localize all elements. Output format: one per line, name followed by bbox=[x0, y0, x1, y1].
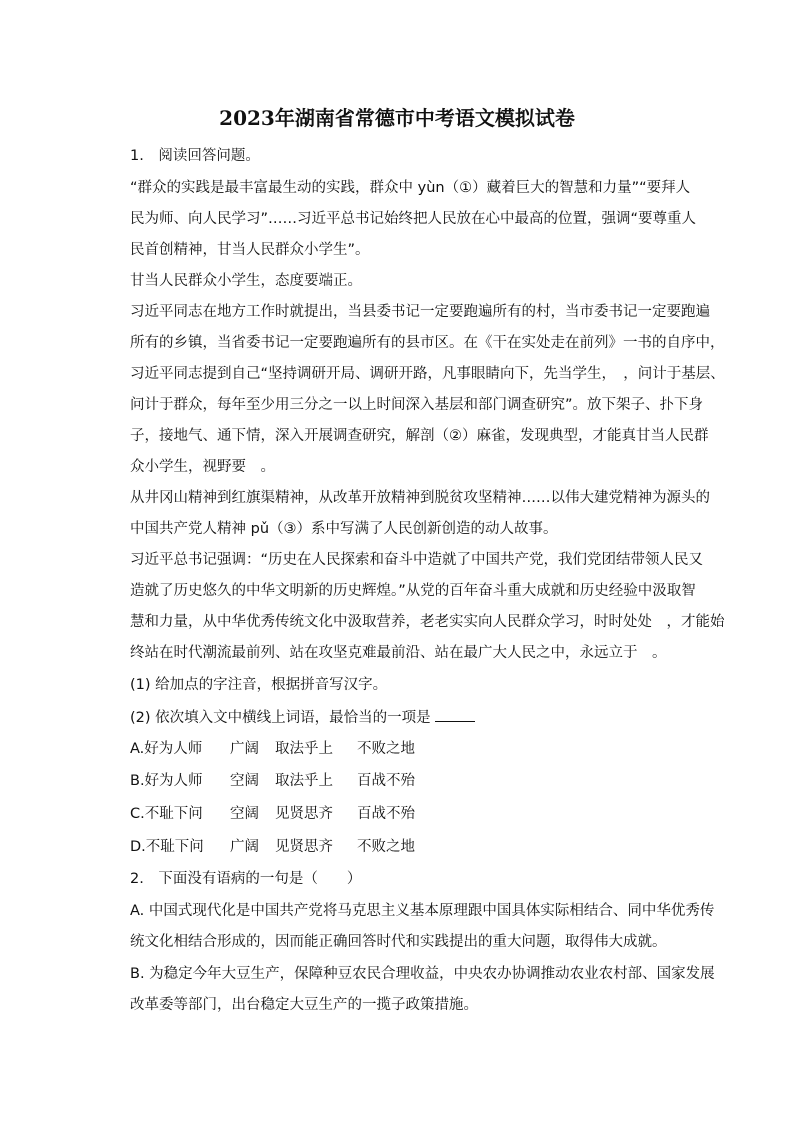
option-word-4: 百战不殆 bbox=[357, 773, 415, 789]
option-c bbox=[130, 804, 415, 824]
passage-line: 众小学生，视野要 。 bbox=[130, 459, 275, 475]
option-word-2: 广阔 bbox=[230, 839, 259, 855]
passage-line: 问计于群众，每年至少用三分之一以上时间深入基层和部门调查研究”。放下架子、扑下身 bbox=[130, 397, 704, 413]
option-word-2: 空阔 bbox=[230, 773, 259, 789]
option-word-2: 广阔 bbox=[230, 741, 259, 757]
question-2-option-a-cont: 统文化相结合形成的，因而能正确回答时代和实践提出的重大问题，取得伟大成就。 bbox=[130, 934, 667, 950]
passage-line: “群众的实践是最丰富最生动的实践，群众中 yùn（①）藏着巨大的智慧和力量”“要拜人 bbox=[130, 180, 691, 196]
sub-question-2 bbox=[130, 707, 700, 728]
passage-line: 造就了历史悠久的中华文明新的历史辉煌。”从党的百年奋斗重大成就和历史经验中汲取智 bbox=[130, 583, 696, 599]
passage-line: 中国共产党人精神 pǔ（③）系中写满了人民创新创造的动人故事。 bbox=[130, 521, 558, 537]
option-d bbox=[130, 837, 415, 857]
option-word-1: C.不耻下问 bbox=[130, 806, 203, 822]
option-word-3: 取法乎上 bbox=[275, 773, 333, 789]
passage-line: 习近平总书记强调：“历史在人民探索和奋斗中造就了中国共产党，我们党团结带领人民又 bbox=[130, 552, 704, 568]
option-word-1: D.不耻下问 bbox=[130, 839, 204, 855]
option-word-1: A.好为人师 bbox=[130, 741, 203, 757]
question-1-heading: 1. 阅读回答问题。 bbox=[130, 148, 260, 164]
question-2-heading: 2. 下面没有语病的一句是（ ） bbox=[130, 871, 362, 887]
option-word-3: 取法乎上 bbox=[275, 741, 333, 757]
option-word-3: 见贤思齐 bbox=[275, 839, 333, 855]
question-2-option-b-cont: 改革委等部门，出台稳定大豆生产的一揽子政策措施。 bbox=[130, 997, 478, 1013]
passage-line: 慧和力量，从中华优秀传统文化中汲取营养，老老实实向人民群众学习，时时处处 ，才能始 bbox=[130, 614, 725, 630]
option-a bbox=[130, 739, 415, 759]
passage-line: 民为师、向人民学习”……习近平总书记始终把人民放在心中最高的位置，强调“要尊重人 bbox=[130, 211, 697, 227]
option-word-4: 不败之地 bbox=[357, 839, 415, 855]
sub-question-1: (1) 给加点的字注音，根据拼音写汉字。 bbox=[130, 677, 388, 693]
passage-line: 所有的乡镇，当省委书记一定要跑遍所有的县市区。在《干在实处走在前列》一书的自序中， bbox=[130, 335, 725, 351]
passage-line: 从井冈山精神到红旗渠精神，从改革开放精神到脱贫攻坚精神……以伟大建党精神为源头的 bbox=[130, 490, 710, 506]
option-word-4: 不败之地 bbox=[357, 741, 415, 757]
question-2-option-a: A. 中国式现代化是中国共产党将马克思主义基本原理跟中国具体实际相结合、同中华优秀传 bbox=[130, 903, 715, 919]
passage-line: 习近平同志在地方工作时就提出，当县委书记一定要跑遍所有的村，当市委书记一定要跑遍 bbox=[130, 304, 710, 320]
option-word-1: B.好为人师 bbox=[130, 773, 203, 789]
passage-line: 子，接地气、通下情，深入开展调查研究，解剖（②）麻雀，发现典型，才能真甘当人民群 bbox=[130, 428, 709, 444]
passage-line: 习近平同志提到自己“坚持调研开局、调研开路，凡事眼睛向下，先当学生， ，问计于基层、 bbox=[130, 366, 725, 382]
answer-blank bbox=[435, 707, 475, 722]
option-b bbox=[130, 771, 415, 791]
passage-line: 甘当人民群众小学生，态度要端正。 bbox=[130, 273, 362, 289]
passage-line: 终站在时代潮流最前列、站在攻坚克难最前沿、站在最广大人民之中，永远立于 。 bbox=[130, 645, 667, 661]
option-word-2: 空阔 bbox=[230, 806, 259, 822]
passage-line: 民首创精神，甘当人民群众小学生”。 bbox=[130, 242, 370, 258]
option-word-4: 百战不殆 bbox=[357, 806, 415, 822]
option-word-3: 见贤思齐 bbox=[275, 806, 333, 822]
question-2-option-b: B. 为稳定今年大豆生产，保障种豆农民合理收益，中央农办协调推动农业农村部、国家发展 bbox=[130, 966, 715, 982]
page-title: 2023年湖南省常德市中考语文模拟试卷 bbox=[219, 106, 575, 130]
sub-question-2-text: (2) 依次填入文中横线上词语，最恰当的一项是 bbox=[130, 710, 431, 726]
